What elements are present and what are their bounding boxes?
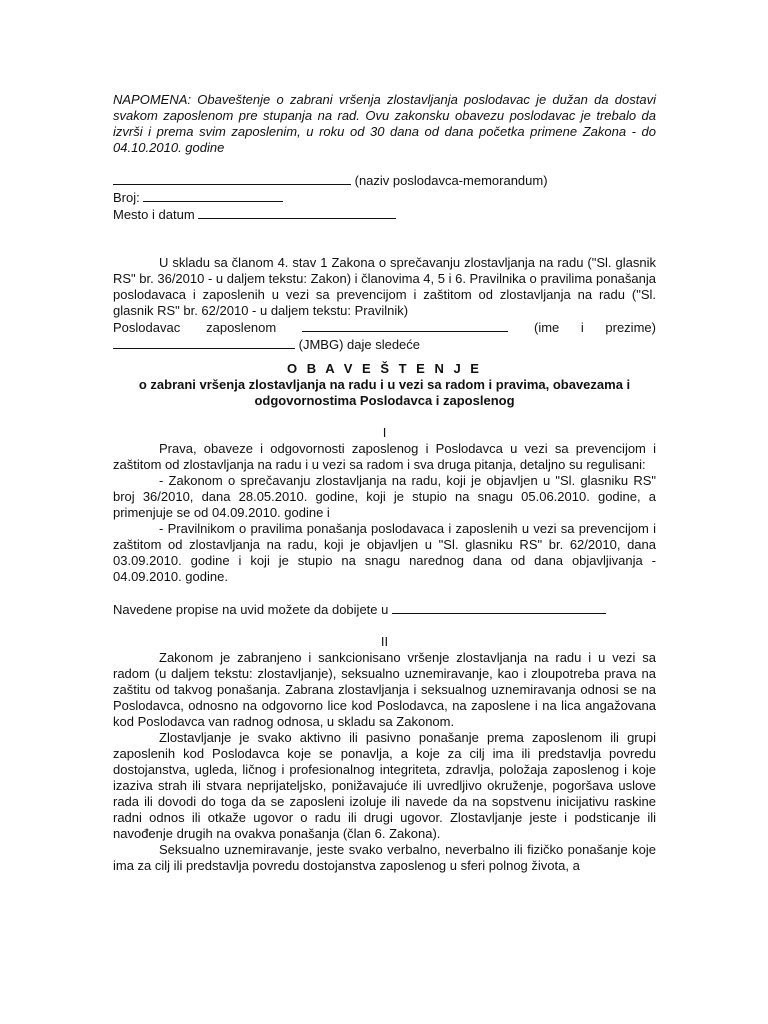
number-label: Broj: [113,190,140,205]
section-1-paragraph-1: Prava, obaveze i odgovornosti zaposlenog i Poslodavca u vezi sa prevencijom i zaštitom od zlostavljanja na radu i u vezi sa radom i sva druga pitanja, detaljno su regulisani: [113,441,656,472]
name-blank [302,319,508,332]
section-1-paragraph-3: - Pravilnikom o pravilima ponašanja poslodavaca i zaposlenih u vezi sa prevencijom i zaštitom od zlostavljanja na radu, koji je objavljen u "Sl. glasniku RS" br. 62/2010, dana 03.09.2010. godine i koji je stupio na snagu narednog dana od dana objavljivanja - 04.09.2010. godine. [113,521,656,584]
employer-blank [113,172,351,185]
place-date-line [113,206,656,223]
place-date-label: Mesto i datum [113,207,195,222]
regulations-label: Navedene propise na uvid možete da dobijete u [113,602,389,617]
employer-word: Poslodavac [113,320,181,335]
section-2-paragraph-2: Zlostavljanje je svako aktivno ili pasivno ponašanje prema zaposlenom ili grupi zaposlenih kod Poslodavca koje se ponavlja, a koje za cilj ima ili predstavlja povredu dostojanstva, ugleda, ličnog i profesionalnog integriteta, zdravlja, položaja zaposlenog i koje izaziva strah ili stvara neprijateljsko, ponižavajuće ili uvredljivo okruženje, pogoršava uslove rada ili dovodi do toga da se zaposleni izoluje ili navede da na sopstvenu inicijativu raskine radni odnos ili otkaže ugovor o radu ili drugi ugovor. Zlostavljanje jeste i podsticanje ili navođenje drugih na ovakva ponašanja (član 6. Zakona). [113,730,656,841]
place-date-blank [198,206,396,219]
intro-paragraph: U skladu sa članom 4. stav 1 Zakona o sprečavanju zlostavljanja na radu ("Sl. glasnik RS" br. 36/2010 - u daljem tekstu: Zakon) i članovima 4, 5 i 6. Pravilnika o pravilima ponašanja poslodavaca i zaposlenih u vezi sa prevencijom i zaštitom od zlostavljanja na radu ("Sl. glasnik RS" br. 62/2010 - u daljem tekstu: Pravilnik) [113,255,656,318]
note-paragraph: NAPOMENA: Obaveštenje o zabrani vršenja zlostavljanja poslodavac je dužan da dostavi svakom zaposlenom pre stupanja na rad. Ovu zakonsku obavezu poslodavac je trebalo da izvrši i prema svim zaposlenim, u roku od 30 dana od dana početka primene Zakona - do 04.10.2010. godine [113,92,656,155]
document-subtitle: o zabrani vršenja zlostavljanja na radu i u vezi sa radom i pravima, obavezama i odgovornostima Poslodavca i zaposlenog [138,377,631,408]
regulations-blank [392,601,606,614]
document-title: O B A V E Š T E N J E [287,361,482,376]
section-1-paragraph-2: - Zakonom o sprečavanju zlostavljanja na radu, koji je objavljen u "Sl. glasniku RS" broj 36/2010, dana 28.05.2010. godine, koji je stupio na snagu 05.06.2010. godine, a primenjuje se od 04.09.2010. godine i [113,473,656,520]
employer-label: (naziv poslodavca-memorandum) [354,173,548,188]
number-line [113,189,656,206]
jmbg-blank [113,336,295,349]
document-page [113,92,656,874]
section-2-numeral: II [380,634,389,649]
jmbg-label: (JMBG) daje sledeće [298,337,421,352]
section-1-paragraph-4 [113,601,656,618]
section-2-paragraph-1: Zakonom je zabranjeno i sankcionisano vršenje zlostavljanja na radu i u vezi sa radom (u daljem tekstu: zlostavljanje), seksualno uznemiravanje, kao i zloupotreba prava na zaštitu od takvog ponašanja. Zabrana zlostavljanja i seksualnog uznemiravanja odnosi se na Poslodavca, odnosno na odgovorno lice kod Poslodavca, na zaposlene i na lica angažovana kod Poslodavca van radnog odnosa, u skladu sa Zakonom. [113,650,656,729]
employer-employee-line [113,319,656,336]
employer-line [113,172,656,189]
employee-word: zaposlenom [206,320,277,335]
section-2-paragraph-3: Seksualno uznemiravanje, jeste svako verbalno, neverbalno ili fizičko ponašanje koje ima za cilj ili predstavlja povredu dostojanstva zaposlenog u sferi polnog života, a [113,842,656,873]
number-blank [143,189,283,202]
jmbg-line [113,336,656,353]
section-1-numeral: I [382,425,387,440]
name-label: (ime i prezime) [534,320,656,335]
